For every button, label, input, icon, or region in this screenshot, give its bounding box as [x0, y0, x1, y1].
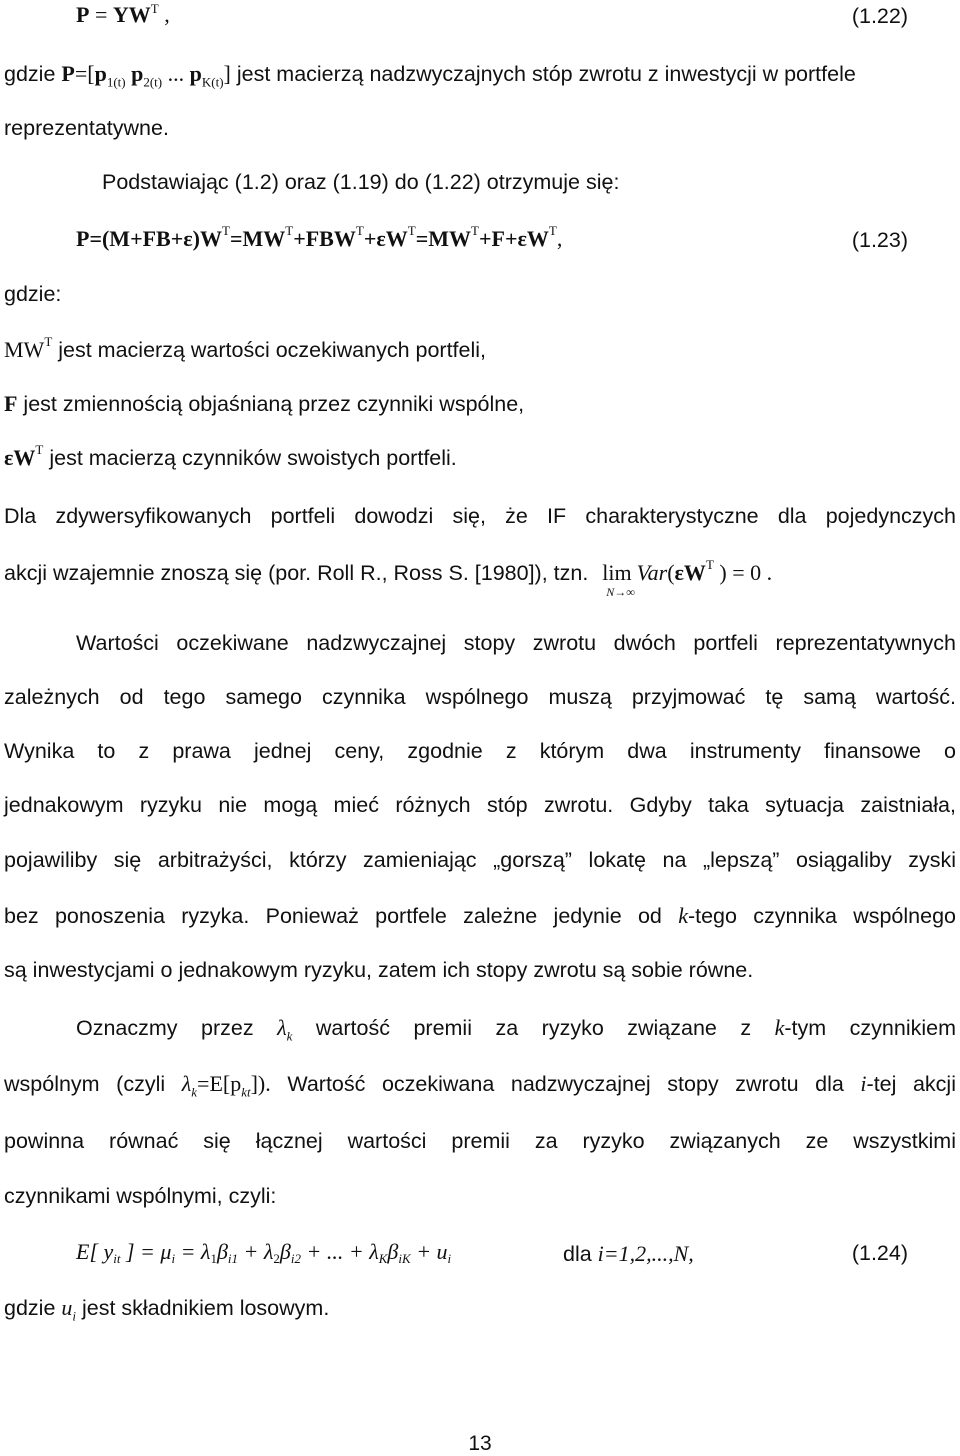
paragraph-5-line-2	[4, 1071, 956, 1100]
var-ew: εW	[674, 560, 706, 585]
eq123-comma: ,	[556, 226, 563, 251]
last-u: u	[61, 1295, 73, 1320]
sub-2t: 2(t)	[143, 74, 163, 90]
gdzie-label: gdzie:	[4, 282, 62, 306]
eq123-part-d: +εW	[363, 226, 408, 251]
p5-lambda: λ	[277, 1015, 287, 1040]
p5-l2-c: -tej akcji	[866, 1072, 956, 1096]
eq-equals: =	[89, 2, 113, 27]
eq124-lK: + ... + λ	[301, 1239, 379, 1264]
text-dots: ...	[162, 61, 190, 86]
p5-l2-lambda: λ	[181, 1071, 192, 1096]
eq124-l2: + λ	[238, 1239, 274, 1264]
p5-l1-a: Oznaczmy przez	[76, 1016, 278, 1040]
eq124-b1-sub: i1	[227, 1251, 239, 1267]
var-dot: .	[761, 560, 773, 585]
lim-word: lim	[602, 560, 632, 585]
p4-line6-a: bez ponoszenia ryzyka. Ponieważ portfele zależne jedynie od	[4, 904, 679, 928]
def-symbol-F: F	[4, 391, 18, 416]
paragraph-4-line-6	[4, 905, 956, 928]
def-text-F: jest zmiennością objaśnianą przez czynniki wspólne,	[17, 392, 525, 416]
paragraph-1-line-2: reprezentatywne.	[4, 116, 169, 140]
text-close: ]	[223, 61, 231, 86]
eq123-part-a: P=(M+FB+ε)W	[76, 226, 222, 251]
text-rest: jest macierzą nadzwyczajnych stóp zwrotu z inwestycji w portfele	[230, 62, 856, 86]
eq124-b1: β	[216, 1239, 228, 1264]
definition-eW	[4, 441, 457, 470]
paragraph-5-line-1	[76, 1015, 956, 1044]
eq124-l1: = λ	[175, 1239, 211, 1264]
eq-rhs: YW	[112, 2, 151, 27]
equation-1-22	[76, 0, 170, 27]
p5-i: i	[860, 1071, 867, 1096]
last-u-sub: i	[72, 1308, 76, 1324]
p4-k: k	[678, 903, 688, 928]
equation-1-24	[76, 1239, 452, 1267]
eq124-E: E[ y	[76, 1239, 114, 1264]
paragraph-1-line-1	[4, 61, 856, 90]
vec-pK: p	[189, 61, 202, 86]
eq123-part-b: =MW	[229, 226, 286, 251]
sub-1t: 1(t)	[106, 74, 126, 90]
p5-l2-lambda-sub: k	[191, 1084, 198, 1100]
p3-text: akcji wzajemnie znoszą się (por. Roll R., Ross S. [1980]), tzn.	[4, 561, 589, 585]
p5-l2-close: ]).	[250, 1071, 271, 1096]
eq124-bK-sub: iK	[398, 1251, 411, 1267]
definition-F	[4, 393, 524, 416]
equation-number-1-22: (1.22)	[851, 4, 908, 28]
eq123-sup-5: T	[471, 222, 479, 238]
def-symbol-MW: MW	[4, 337, 45, 362]
last-b: jest składnikiem losowym.	[76, 1296, 330, 1320]
eq124-mu-sub: i	[171, 1251, 176, 1267]
p4-line6-b: -tego czynnika wspólnego	[687, 904, 956, 928]
equation-1-24-range	[563, 1243, 694, 1266]
eq124-bK: β	[387, 1239, 399, 1264]
def-text-eW: jest macierzą czynników swoistych portfeli.	[43, 446, 457, 470]
text-gdzie: gdzie	[4, 62, 62, 86]
paragraph-4-line-1: Wartości oczekiwane nadzwyczajnej stopy zwrotu dwóch portfeli reprezentatywnych	[76, 631, 956, 655]
paragraph-5-line-3: powinna równać się łącznej wartości premii za ryzyko związanych ze wszystkimi	[4, 1129, 956, 1153]
paragraph-4-line-4: jednakowym ryzyku nie mogą mieć różnych stóp zwrotu. Gdyby taka sytuacja zaistniała,	[4, 793, 956, 817]
limit-expression	[602, 560, 635, 599]
def-text-MW: jest macierzą wartości oczekiwanych portfeli,	[52, 338, 487, 362]
var-open: (	[667, 560, 675, 585]
var-close: ) = 0	[713, 560, 762, 585]
paragraph-2: Podstawiając (1.2) oraz (1.19) do (1.22) otrzymuje się:	[102, 170, 620, 194]
eq123-part-f: +F+εW	[478, 226, 549, 251]
equation-number-1-23: (1.23)	[851, 228, 908, 252]
eq123-part-e: =MW	[415, 226, 472, 251]
lim-subscript: N→∞	[606, 585, 635, 599]
equation-number-1-24: (1.24)	[851, 1241, 908, 1265]
eq124-u: + u	[410, 1239, 448, 1264]
paragraph-3-line-1: Dla zdywersyfikowanych portfeli dowodzi się, że IF charakterystyczne dla pojedynczych	[4, 504, 956, 528]
eq-comma: ,	[158, 2, 170, 27]
p5-k: k	[774, 1015, 785, 1040]
paragraph-4-line-2: zależnych od tego samego czynnika wspólnego muszą przyjmować tę samą wartość.	[4, 685, 956, 709]
vec-p1: p	[94, 61, 107, 86]
p5-lambda-sub: k	[286, 1028, 293, 1044]
def-symbol-eW: εW	[4, 445, 36, 470]
eq123-sup-3: T	[355, 222, 364, 238]
p5-l1-b: wartość premii za ryzyko związane z	[292, 1016, 775, 1040]
def-sup-eW: T	[35, 441, 44, 457]
paragraph-4-line-3: Wynika to z prawa jednej ceny, zgodnie z którym dwa instrumenty finansowe o	[4, 739, 956, 763]
eq-sup: T	[150, 0, 159, 16]
last-a: gdzie	[4, 1296, 62, 1320]
eq124-dla: dla	[563, 1242, 598, 1266]
var-sup: T	[705, 556, 714, 572]
definition-MW	[4, 333, 487, 362]
p5-l2-kt: kt	[241, 1084, 251, 1100]
p5-l1-c: -tym czynnikiem	[784, 1016, 956, 1040]
eq124-b2: β	[279, 1239, 291, 1264]
eq123-sup-6: T	[548, 222, 557, 238]
eq124-mu: ] = μ	[120, 1239, 172, 1264]
last-line	[4, 1295, 330, 1324]
paragraph-4-line-5: pojawiliby się arbitrażyści, którzy zamieniając „gorszą” lokatę na „lepszą” osiągaliby zyski	[4, 848, 956, 872]
eq123-part-c: +FBW	[293, 226, 356, 251]
p5-l2-b: Wartość oczekiwana nadzwyczajnej stopy zwrotu dla	[270, 1072, 861, 1096]
eq-lhs: P	[76, 2, 90, 27]
eq124-it: it	[113, 1251, 121, 1267]
eq124-l2-sub: 2	[273, 1251, 280, 1267]
eq124-l1-sub: 1	[210, 1251, 217, 1267]
eq123-sup-2: T	[285, 222, 294, 238]
paragraph-4-line-7: są inwestycjami o jednakowym ryzyku, zatem ich stopy zwrotu są sobie równe.	[4, 958, 754, 982]
def-sup-MW: T	[44, 333, 53, 349]
eq124-b2-sub: i2	[290, 1251, 302, 1267]
text-eq: =[	[74, 61, 95, 86]
page-number: 13	[468, 1432, 492, 1455]
vec-p2: p	[125, 61, 144, 86]
eq123-sup-1: T	[221, 222, 230, 238]
eq123-sup-4: T	[407, 222, 416, 238]
equation-1-23	[76, 222, 563, 251]
eq124-range: i=1,2,...,N,	[597, 1241, 694, 1266]
p5-l2-a: wspólnym (czyli	[4, 1072, 182, 1096]
paragraph-5-line-4: czynnikami wspólnymi, czyli:	[4, 1184, 277, 1208]
paragraph-3-line-2	[4, 556, 773, 599]
var-word: Var	[636, 560, 668, 585]
eq124-lK-sub: K	[378, 1251, 388, 1267]
matrix-P: P	[61, 61, 75, 86]
sub-Kt: K(t)	[201, 74, 224, 90]
eq124-u-sub: i	[447, 1251, 452, 1267]
p5-l2-eq: =E[p	[197, 1071, 242, 1096]
